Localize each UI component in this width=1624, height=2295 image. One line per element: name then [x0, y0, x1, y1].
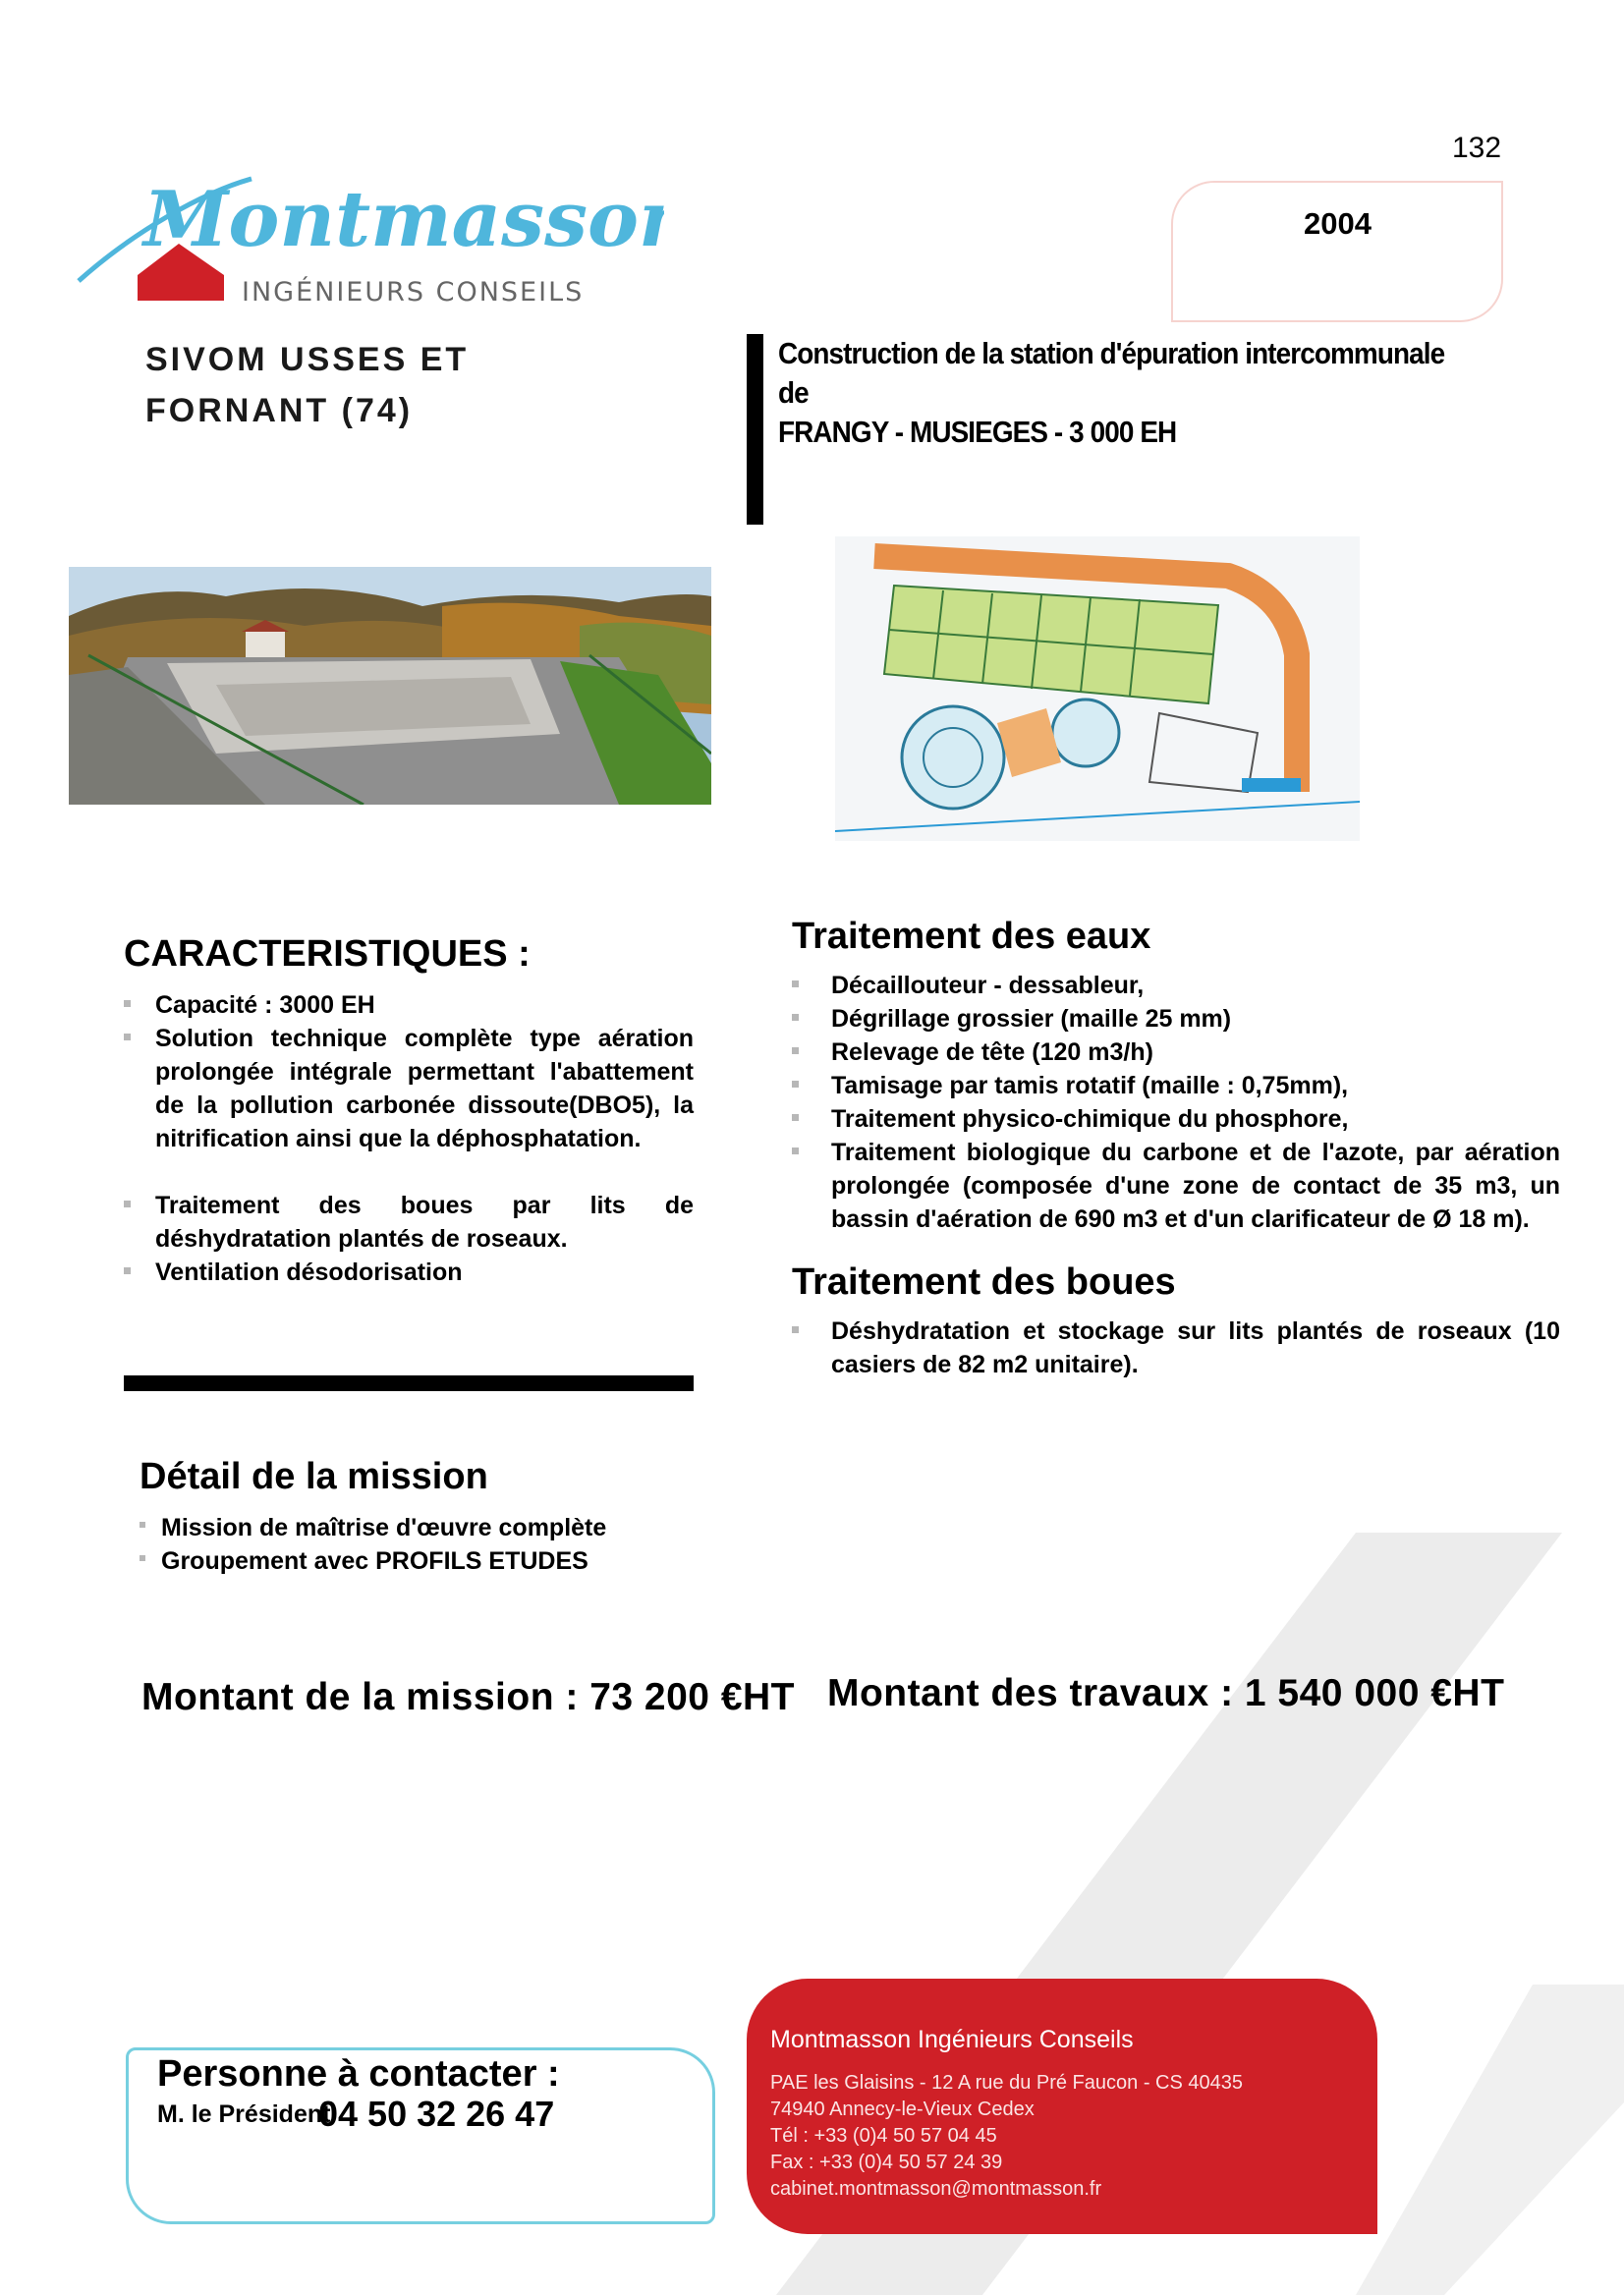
page-number: 132	[1452, 132, 1502, 164]
list-item: Relevage de tête (120 m3/h)	[792, 1036, 1560, 1069]
project-year: 2004	[1304, 206, 1372, 241]
company-tel: Tél : +33 (0)4 50 57 04 45	[770, 2125, 997, 2147]
company-fax: Fax : +33 (0)4 50 57 24 39	[770, 2152, 1003, 2173]
list-item: Ventilation désodorisation	[124, 1256, 694, 1289]
list-item: Dégrillage grossier (maille 25 mm)	[792, 1002, 1560, 1036]
list-item: Décaillouteur - dessableur,	[792, 969, 1560, 1002]
company-name: Montmasson Ingénieurs Conseils	[770, 2026, 1134, 2053]
list-item: Déshydratation et stockage sur lits plantés de roseaux (10 casiers de 82 m2 unitaire).	[792, 1315, 1560, 1381]
mission-heading: Détail de la mission	[140, 1456, 488, 1497]
company-email[interactable]: cabinet.montmasson@montmasson.fr	[770, 2178, 1102, 2200]
list-item: Groupement avec PROFILS ETUDES	[140, 1544, 729, 1578]
logo-script: Montmasson	[143, 175, 664, 264]
logo-subtitle: INGÉNIEURS CONSEILS	[242, 277, 585, 308]
contact-phone: 04 50 32 26 47	[318, 2094, 555, 2134]
list-item: Traitement biologique du carbone et de l'azote, par aération prolongée (composée d'une zone de contact de 35 m3, un bassin d'aération de 690 m3 et d'un clarificateur de Ø 18 m).	[792, 1136, 1560, 1236]
site-photo	[69, 567, 711, 805]
traitement-eaux-heading: Traitement des eaux	[792, 916, 1151, 957]
mission-amount: Montant de la mission : 73 200 €HT	[141, 1676, 795, 1718]
mission-list	[140, 1511, 729, 1578]
project-title: Construction de la station d'épuration intercommunale de FRANGY - MUSIEGES - 3 000 EH	[778, 336, 1445, 449]
section-divider	[124, 1375, 694, 1391]
traitement-boues-list	[792, 1315, 1560, 1381]
caracteristiques-list	[124, 988, 694, 1289]
client-name: SIVOM USSES ET FORNANT (74)	[145, 341, 470, 429]
company-logo	[75, 173, 664, 310]
list-item: Solution technique complète type aération prolongée intégrale permettant l'abattement de la pollution carbonée dissoute(DBO5), la nitrification ainsi que la déphosphatation.	[124, 1022, 694, 1155]
company-address-1: PAE les Glaisins - 12 A rue du Pré Faucon - CS 40435	[770, 2072, 1243, 2094]
list-item: Mission de maîtrise d'œuvre complète	[140, 1511, 729, 1544]
list-item: Traitement physico-chimique du phosphore,	[792, 1102, 1560, 1136]
contact-name: M. le Président	[157, 2100, 331, 2128]
title-bar	[747, 334, 763, 525]
company-address-2: 74940 Annecy-le-Vieux Cedex	[770, 2099, 1035, 2120]
traitement-eaux-list	[792, 969, 1560, 1236]
list-item: Tamisage par tamis rotatif (maille : 0,75mm),	[792, 1069, 1560, 1102]
list-item: Traitement des boues par lits de déshydratation plantés de roseaux.	[124, 1189, 694, 1256]
caracteristiques-heading: CARACTERISTIQUES :	[124, 933, 531, 975]
site-plan	[835, 536, 1360, 841]
list-item: Capacité : 3000 EH	[124, 988, 694, 1022]
year-frame	[1171, 181, 1503, 322]
works-amount: Montant des travaux : 1 540 000 €HT	[827, 1672, 1505, 1714]
company-card	[747, 1979, 1377, 2234]
traitement-boues-heading: Traitement des boues	[792, 1261, 1176, 1303]
contact-title: Personne à contacter :	[157, 2053, 560, 2095]
